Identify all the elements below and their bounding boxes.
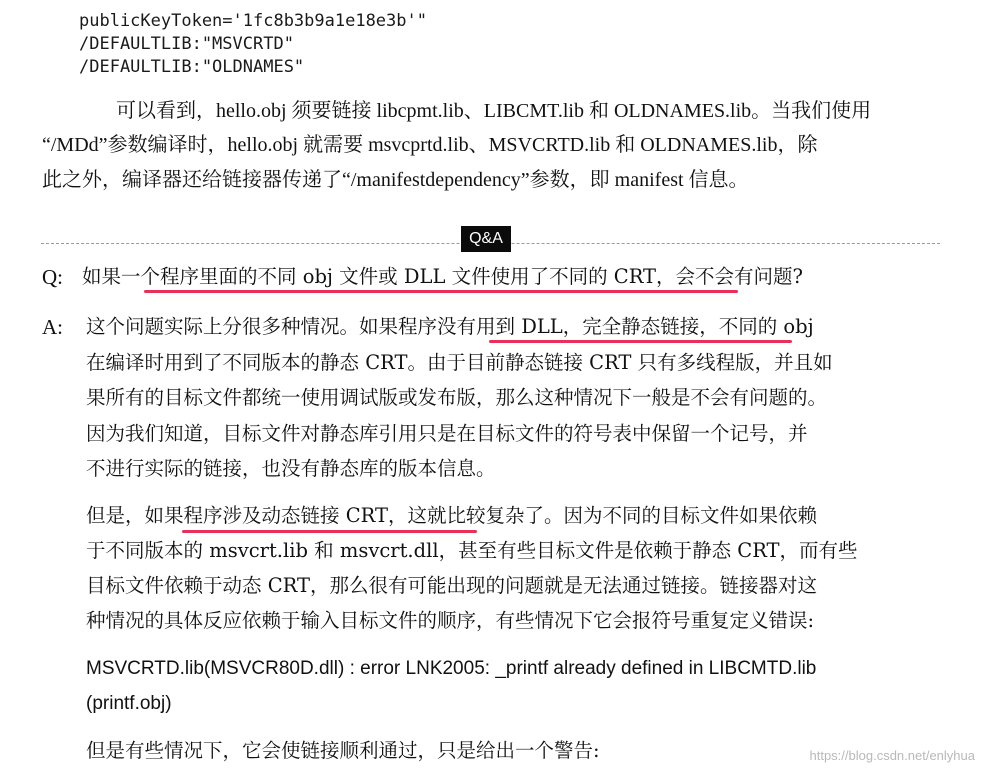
question-marker: Q: — [42, 265, 63, 289]
qa-badge: Q&A — [461, 226, 511, 252]
code-line: /DEFAULTLIB:"MSVCRTD" — [79, 34, 294, 54]
question-text: 如果一个程序里面的不同 obj 文件或 DLL 文件使用了不同的 CRT，会不会有问题? — [82, 265, 804, 288]
code-line: /DEFAULTLIB:"OLDNAMES" — [79, 57, 305, 77]
question-highlight-underline — [144, 290, 738, 293]
code-line: publicKeyToken='1fc8b3b9a1e18e3b'" — [79, 11, 427, 31]
watermark-text: https://blog.csdn.net/enlyhua — [809, 748, 975, 763]
paragraph-line: 因为我们知道，目标文件对静态库引用只是在目标文件的符号表中保留一个记号，并 — [86, 422, 808, 445]
paragraph-line: 这个问题实际上分很多种情况。如果程序没有用到 DLL，完全静态链接，不同的 obj — [86, 315, 814, 338]
paragraph-line: 不进行实际的链接，也没有静态库的版本信息。 — [86, 457, 496, 480]
paragraph-line: 但是，如果程序涉及动态链接 CRT，这就比较复杂了。因为不同的目标文件如果依赖 — [86, 504, 817, 527]
closing-line: 但是有些情况下，它会使链接顺利通过，只是给出一个警告: — [86, 739, 600, 762]
paragraph-line: 种情况的具体反应依赖于输入目标文件的顺序，有些情况下它会报符号重复定义错误: — [86, 609, 815, 632]
paragraph-line: 于不同版本的 msvcrt.lib 和 msvcrt.dll，甚至有些目标文件是依赖于静态 CRT，而有些 — [86, 539, 858, 562]
paragraph-line: 果所有的目标文件都统一使用调试版或发布版，那么这种情况下一般是不会有问题的。 — [86, 386, 828, 409]
paragraph-line: 在编译时用到了不同版本的静态 CRT。由于目前静态链接 CRT 只有多线程版，并且如 — [86, 351, 833, 374]
paragraph-line: 此之外，编译器还给链接器传递了“/manifestdependency”参数，即 manifest 信息。 — [42, 169, 749, 191]
error-line: (printf.obj) — [86, 693, 172, 714]
answer-marker: A: — [42, 315, 63, 339]
answer-highlight-underline-1 — [489, 340, 792, 343]
paragraph-line: “/MDd”参数编译时，hello.obj 就需要 msvcprtd.lib、MSVCRTD.lib 和 OLDNAMES.lib，除 — [42, 134, 818, 156]
paragraph-line: 可以看到，hello.obj 须要链接 libcpmt.lib、LIBCMT.lib 和 OLDNAMES.lib。当我们使用 — [116, 100, 872, 122]
answer-highlight-underline-2 — [182, 530, 477, 533]
paragraph-line: 目标文件依赖于动态 CRT，那么很有可能出现的问题就是无法通过链接。链接器对这 — [86, 574, 817, 597]
error-line: MSVCRTD.lib(MSVCR80D.dll) : error LNK2005: _printf already defined in LIBCMTD.lib — [86, 658, 817, 679]
